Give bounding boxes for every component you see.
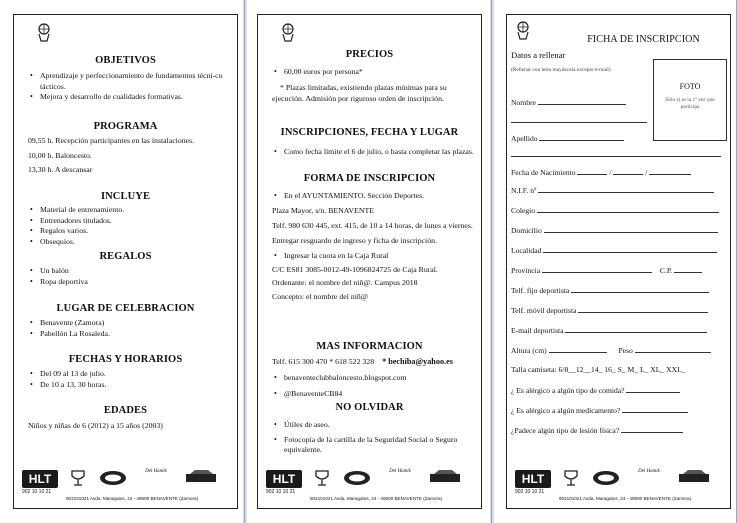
email-field[interactable]: E-mail deportista — [511, 325, 724, 335]
list-item: • Benavente (Zamora) — [28, 318, 229, 329]
basketball-logo-icon — [515, 21, 531, 41]
fechas-heading: FECHAS Y HORARIOS — [68, 354, 183, 365]
precios-list — [272, 67, 475, 78]
telf-fijo-field[interactable]: Telf. fijo deportista — [511, 285, 724, 295]
list-item: • Ropa deportiva — [28, 277, 229, 288]
hlt-logo: HLT 902 10 10 21 — [22, 470, 60, 498]
sponsor-car-icon — [677, 468, 711, 488]
datos-label: Datos a rellenar — [511, 50, 566, 60]
incluye-heading: INCLUYE — [100, 191, 151, 202]
basketball-logo-icon — [280, 23, 296, 43]
fechas-list — [28, 369, 229, 390]
sponsor-car-icon — [428, 468, 462, 488]
sponsor-text: Del Hamik — [389, 469, 411, 474]
list-item: • Como fecha límite el 6 de julio, o hasta completar las plazas. — [272, 147, 475, 158]
page-2 — [247, 0, 490, 523]
panel-precios — [257, 14, 482, 509]
hlt-logo: HLT 902 10 10 21 — [266, 470, 304, 498]
regalos-list — [28, 266, 229, 287]
olvidar-list — [272, 420, 475, 456]
footer-address: 902101021 Avda. Maragatos, 24 - 49600 BENAVENTE (Zamora) — [559, 496, 692, 501]
list-item: • De 10 a 13, 30 horas. — [28, 380, 229, 391]
domicilio-field[interactable]: Domicilio — [511, 225, 724, 235]
fecha-nacimiento-field[interactable]: Fecha de Nacimiento / / — [511, 167, 724, 177]
list-item: 13,30 h. A descansar — [28, 165, 93, 174]
footer-sponsors — [264, 466, 475, 502]
list-item: • Mejora y desarrollo de cualidades formativas. — [28, 92, 229, 103]
alergia-medicamento-field[interactable]: ¿ Es alérgico a algún medicamento? — [511, 405, 724, 415]
inscripciones-list — [272, 147, 475, 158]
list-item: • Del 09 al 13 de julio. — [28, 369, 229, 380]
precios-heading: PRECIOS — [345, 49, 394, 60]
sponsor-oval-icon — [591, 468, 621, 488]
lesion-field[interactable]: ¿Padece algún tipo de lesión física? — [511, 425, 724, 435]
programa-list — [28, 136, 231, 176]
foto-note: Sólo si es la 1ª vez que participa — [665, 97, 715, 110]
list-item: • Aprendizaje y perfeccionamiento de fundamentos técni-co tácticos. — [28, 71, 229, 92]
blog-link[interactable]: • benaventeclubbaloncesto.blogspot.com — [272, 373, 475, 384]
lugar-list — [28, 318, 229, 339]
panel-ficha — [506, 14, 731, 509]
apellido-field-line2[interactable] — [511, 149, 724, 159]
footer-sponsors — [513, 466, 724, 502]
list-item: • Útiles de aseo. — [272, 420, 475, 431]
list-item: • Pabellón La Rosaleda. — [28, 329, 229, 340]
colegio-field[interactable]: Colegio — [511, 205, 724, 215]
sponsor-text: Del Hamik — [145, 469, 167, 474]
sponsor-trophy-icon — [561, 468, 581, 488]
objetivos-list — [28, 71, 229, 103]
apellido-field[interactable]: Apellido — [511, 133, 648, 143]
ficha-title: FICHA DE INSCRIPCION — [587, 34, 700, 45]
sponsor-text: Del Hamik — [638, 469, 660, 474]
altura-peso-field[interactable]: Altura (cm) Peso — [511, 345, 724, 355]
entregar-text: Entregar resguardo de ingreso y ficha de inscripción. — [272, 235, 437, 245]
sponsor-trophy-icon — [68, 468, 88, 488]
bank-account: C/C ES81 3085-0012-49-1096824725 de Caja Rural. — [272, 264, 438, 274]
objetivos-heading: OBJETIVOS — [95, 55, 156, 66]
nif-field[interactable]: N.I.F. nº — [511, 185, 724, 195]
photo-box[interactable] — [653, 59, 727, 141]
lugar-heading: LUGAR DE CELEBRACION — [56, 303, 195, 314]
ordenante-text: Ordenante: el nombre del niñ@. Campus 2018 — [272, 278, 418, 287]
rellenar-note: (Rellenar con letra mayúscula excepto e-mail) — [511, 67, 611, 73]
mas-heading: MAS INFORMACION — [316, 341, 423, 352]
telf-movil-field[interactable]: Telf. móvil deportista — [511, 305, 724, 315]
programa-heading: PROGRAMA — [93, 121, 158, 132]
nombre-field[interactable]: Nombre — [511, 97, 648, 107]
sponsor-oval-icon — [342, 468, 372, 488]
forma-content — [272, 191, 475, 302]
sponsor-car-icon — [184, 468, 218, 488]
list-item: • Obsequios. — [28, 237, 229, 248]
list-item: 10,00 h. Baloncesto. — [28, 150, 92, 160]
page-3 — [494, 0, 737, 523]
address: Plaza Mayor, s/n. BENAVENTE — [272, 205, 374, 215]
footer-sponsors — [20, 466, 231, 502]
basketball-logo-icon — [36, 23, 52, 43]
forma-heading: FORMA DE INSCRIPCION — [303, 173, 436, 184]
footer-address: 902101021 Avda. Maragatos, 24 - 49600 BENAVENTE (Zamora) — [66, 496, 199, 501]
talla-camiseta-field[interactable]: Talla camiseta: 6/8__12__14_ 16_ S_ M_ L_ XL_ XXL_ — [511, 365, 686, 374]
list-item: 09,55 h. Recepción participantes en las instalaciones. — [28, 136, 195, 145]
phone-hours: Telf. 980 630 445, ext. 415, de 10 a 14 horas, de lunes a viernes. — [272, 221, 473, 230]
regalos-heading: REGALOS — [99, 251, 152, 262]
list-item: • Material de entrenamiento. — [28, 205, 229, 216]
list-item: • Ingresar la cuota en la Caja Rural — [272, 251, 475, 262]
edades-heading: EDADES — [103, 405, 148, 416]
contact-line — [272, 357, 477, 368]
footer-address: 902101021 Avda. Maragatos, 24 - 49600 BENAVENTE (Zamora) — [310, 496, 443, 501]
provincia-field[interactable]: Provincia C.P. — [511, 265, 724, 275]
web-list — [272, 373, 475, 399]
precios-note: * Plazas limitadas, existiendo plazas mínimas para su ejecución. Admisión por riguroso orden de inscripción. — [272, 83, 447, 103]
localidad-field[interactable]: Localidad — [511, 245, 724, 255]
nombre-field-line2[interactable] — [511, 115, 648, 125]
list-item: • Fotocopia de la cartilla de la Seguridad Social o Seguro equivalente. — [272, 435, 475, 456]
incluye-list — [28, 205, 229, 247]
list-item: • Un balón — [28, 266, 229, 277]
panel-info — [13, 14, 238, 509]
sponsor-trophy-icon — [312, 468, 332, 488]
foto-label: FOTO — [679, 82, 701, 91]
alergia-comida-field[interactable]: ¿ Es alérgico a algún tipo de comida? — [511, 385, 724, 395]
list-item: • Entrenadores titulados. — [28, 216, 229, 227]
hlt-logo: HLT 902 10 10 21 — [515, 470, 553, 498]
concepto-text: Concepto: el nombre del niñ@ — [272, 291, 368, 301]
list-item: • 60,00 euros por persona* — [272, 67, 475, 78]
edades-text: Niños y niñas de 6 (2012) a 15 años (2003) — [28, 421, 163, 430]
email-link[interactable]: * bechiba@yahoo.es — [382, 357, 453, 366]
inscripciones-heading: INSCRIPCIONES, FECHA Y LUGAR — [280, 127, 459, 138]
phones: Telf. 615 300 470 * 618 522 328 — [272, 357, 375, 366]
olvidar-heading: NO OLVIDAR — [335, 402, 404, 413]
list-item: • Regalos varios. — [28, 226, 229, 237]
fold-line — [491, 0, 492, 523]
fold-line — [244, 0, 245, 523]
sponsor-oval-icon — [98, 468, 128, 488]
list-item: • En el AYUNTAMIENTO. Sección Deportes. — [272, 191, 475, 202]
twitter-link[interactable]: • @BenaventeCB84 — [272, 389, 475, 400]
page-1 — [0, 0, 243, 523]
